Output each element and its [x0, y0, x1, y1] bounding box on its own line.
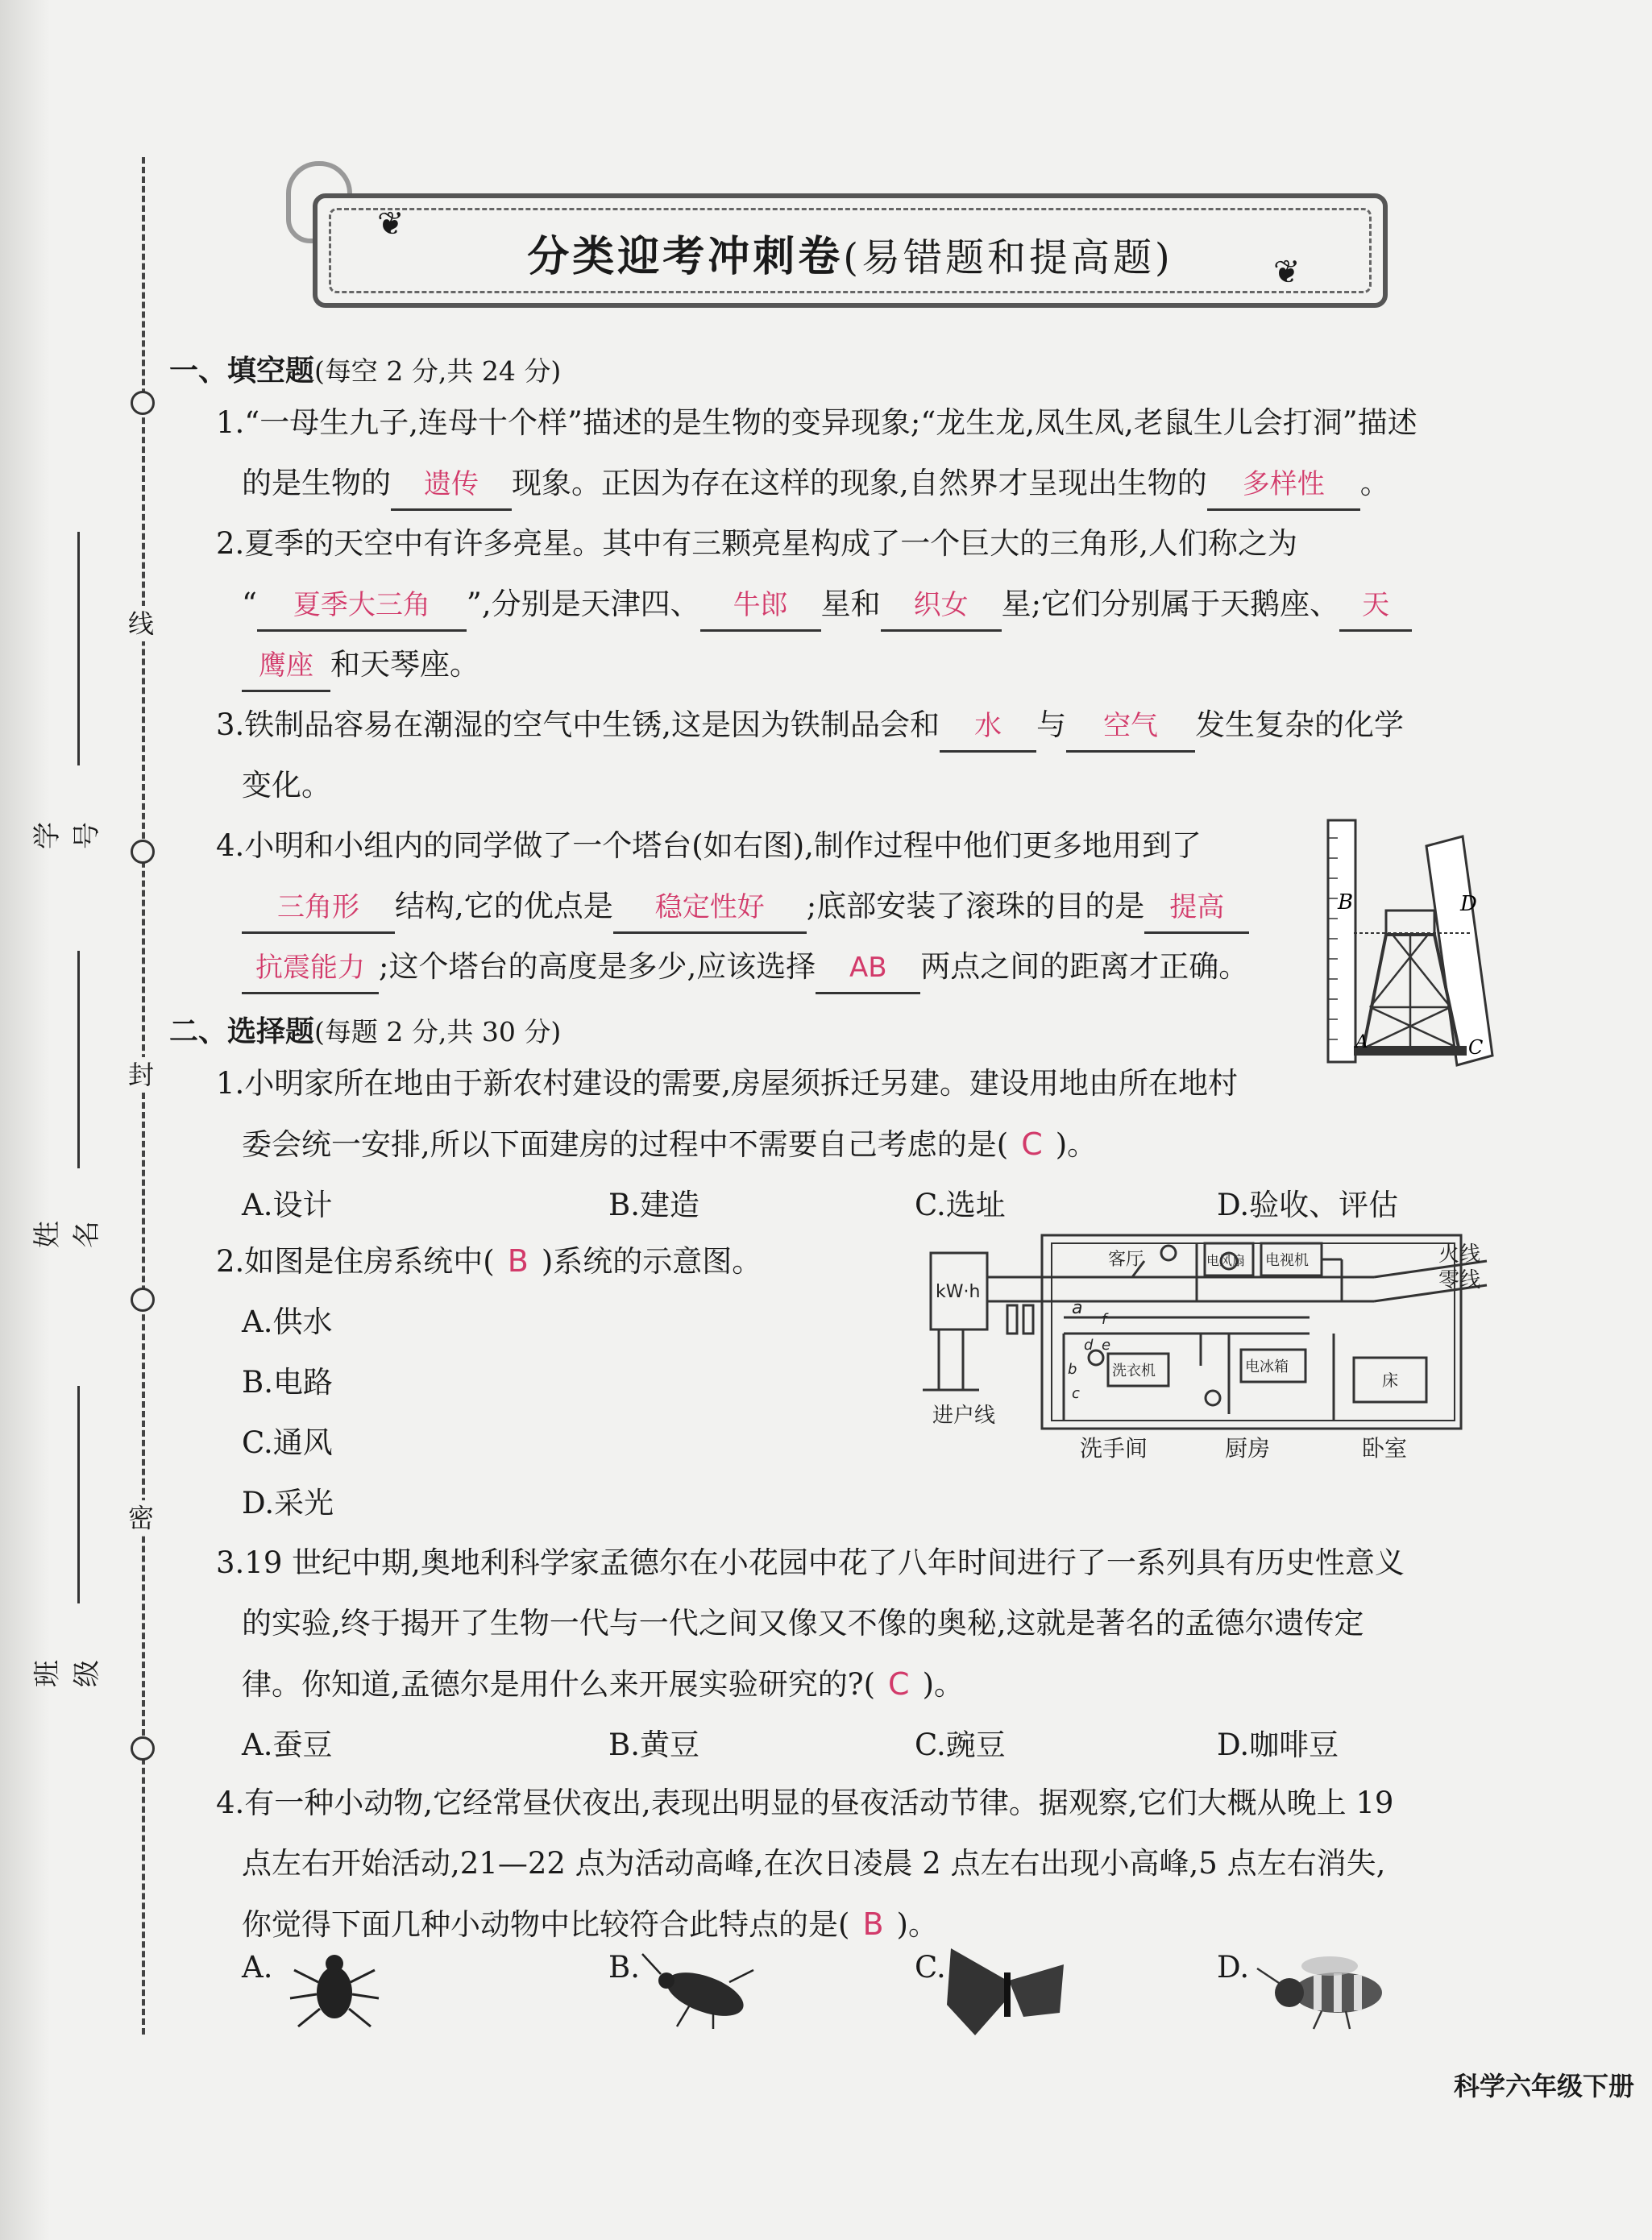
fan-label: 电风扇 [1206, 1253, 1246, 1268]
answer-blank: 水 [940, 702, 1036, 753]
butterfly-icon: ❦ [377, 205, 405, 243]
house-outline [1042, 1235, 1461, 1429]
section-points: (每空 2 分,共 24 分) [314, 355, 562, 387]
option-c: C.选址 [915, 1188, 1006, 1222]
text: )。 [1055, 1127, 1098, 1162]
answer-blank: 提高 [1144, 883, 1249, 934]
xingming-line [77, 951, 80, 1168]
xingming-label: 姓名 [31, 1221, 103, 1248]
option-d: D.咖啡豆 [1217, 1728, 1339, 1762]
banji-line [77, 1386, 80, 1603]
living-room-label: 客厅 [1108, 1250, 1144, 1270]
beetle-icon [278, 1946, 391, 2035]
q1-line1: 1.“一母生九子,连母十个样”描述的是生物的变异现象;“龙生龙,凤生凤,老鼠生儿会打洞”描述 [216, 405, 1417, 440]
fridge-label: 电冰箱 [1245, 1359, 1289, 1375]
mc4-line1: 4.有一种小动物,它经常昼伏夜出,表现出明显的昼夜活动节律。据观察,它们大概从晚上 19 [216, 1786, 1394, 1820]
kitchen-label: 厨房 [1225, 1435, 1271, 1462]
option-c: C. [915, 1950, 946, 1985]
tower-top [1386, 911, 1434, 935]
q2-line2 [242, 580, 1412, 632]
answer-choice: C [888, 1666, 910, 1702]
binding-ring [131, 1288, 155, 1312]
answer-choice: B [862, 1906, 884, 1942]
option-d: D.验收、评估 [1217, 1188, 1399, 1222]
title-main: 分类迎考冲刺卷 [527, 232, 844, 281]
q4-line2 [242, 882, 1249, 934]
incoming-line-label: 进户线 [932, 1404, 996, 1428]
label-b: B [1338, 890, 1354, 915]
option-b: B.建造 [608, 1188, 699, 1222]
mc4-line2: 点左右开始活动,21—22 点为活动高峰,在次日凌晨 2 点左右出现小高峰,5 点左右消失, [242, 1846, 1386, 1881]
binding-ring [131, 840, 155, 864]
answer-blank: 稳定性好 [613, 883, 807, 934]
mc1-line2 [242, 1120, 1097, 1169]
label-d: D [1460, 892, 1477, 916]
text: ;这个塔台的高度是多少,应该选择 [379, 949, 816, 984]
point-d: d [1084, 1337, 1094, 1354]
fire-wire-label: 火线 [1438, 1242, 1481, 1267]
option-a: A. [242, 1950, 273, 1985]
mc1-line1: 1.小明家所在地由于新农村建设的需要,房屋须拆迁另建。建设用地由所在地村 [216, 1066, 1239, 1101]
binding-ring [131, 1736, 155, 1761]
answer-blank: AB [816, 944, 920, 994]
q2-line3 [242, 641, 479, 692]
text: 结构,它的优点是 [395, 889, 613, 923]
butterfly-icon: ❦ [1273, 254, 1301, 291]
answer-choice: B [507, 1243, 529, 1279]
point-a: a [1072, 1298, 1083, 1318]
tv-label: 电视机 [1265, 1252, 1309, 1269]
option-a: A.设计 [242, 1188, 333, 1222]
text: 星和 [820, 587, 881, 621]
option-a: A.供水 [242, 1305, 333, 1339]
text: 。 [1359, 466, 1390, 500]
ruler-left [1328, 820, 1355, 1062]
text: ;底部安装了滚珠的目的是 [806, 889, 1145, 923]
section-label: 二、选择题 [169, 1014, 315, 1048]
option-b: B.电路 [242, 1365, 333, 1400]
option-a: A.蚕豆 [242, 1728, 333, 1762]
answer-blank: 多样性 [1207, 460, 1360, 511]
point-b: b [1068, 1361, 1077, 1378]
bee-icon [1249, 1948, 1402, 2037]
mc3-line1: 3.19 世纪中期,奥地利科学家孟德尔在小花园中花了八年时间进行了一系列具有历史性意义 [216, 1545, 1405, 1580]
tower-figure [1322, 814, 1507, 1072]
q2-line1: 2.夏季的天空中有许多亮星。其中有三颗亮星构成了一个巨大的三角形,人们称之为 [216, 526, 1298, 561]
neutral-wire-label: 零线 [1438, 1268, 1481, 1292]
mc3-line3 [242, 1660, 964, 1709]
text: 星;它们分别属于天鹅座、 [1001, 587, 1340, 621]
xuehao-label: 学号 [31, 822, 103, 849]
bed-label: 床 [1382, 1371, 1398, 1390]
label-a: A [1355, 1032, 1368, 1052]
answer-blank: 天 [1339, 581, 1412, 632]
answer-blank: 空气 [1066, 702, 1195, 753]
answer-blank: 夏季大三角 [257, 581, 467, 632]
text: 你觉得下面几种小动物中比较符合此特点的是( [242, 1907, 850, 1942]
text: 与 [1036, 707, 1067, 742]
text: 的是生物的 [242, 466, 391, 500]
page-title [318, 222, 1383, 283]
q4-line1: 4.小明和小组内的同学做了一个塔台(如右图),制作过程中他们更多地用到了 [216, 828, 1202, 863]
answer-blank: 三角形 [242, 883, 395, 934]
text: 和天琴座。 [330, 647, 479, 682]
option-b: B. [608, 1950, 640, 1985]
option-c: C.通风 [242, 1425, 333, 1460]
answer-choice: C [1021, 1126, 1043, 1162]
title-sub: (易错题和提高题) [843, 235, 1173, 280]
text: 2.如图是住房系统中( [216, 1244, 495, 1279]
text: ”,分别是天津四、 [466, 587, 700, 621]
washer-label: 洗衣机 [1112, 1363, 1156, 1379]
seal-char-xian: 线 [125, 606, 157, 641]
xuehao-line [77, 532, 80, 765]
page-edge [0, 0, 50, 2240]
tower-base-rollers [1354, 1046, 1467, 1056]
q3-line2: 变化。 [242, 768, 331, 803]
answer-blank: 遗传 [391, 460, 512, 511]
text: “ [242, 587, 257, 621]
section-heading-choice [169, 1009, 561, 1050]
section-label: 一、填空题 [169, 354, 315, 388]
moth-icon [943, 1940, 1072, 2041]
text: )系统的示意图。 [541, 1244, 762, 1279]
option-b: B.黄豆 [608, 1728, 699, 1762]
cockroach-icon [641, 1950, 762, 2031]
binding-ring [131, 391, 155, 415]
section-points: (每题 2 分,共 30 分) [314, 1016, 562, 1047]
answer-blank: 牛郎 [700, 581, 821, 632]
text: 两点之间的距离才正确。 [920, 949, 1249, 984]
mc4-line3 [242, 1900, 938, 1949]
text: )。 [922, 1667, 965, 1702]
text: 3.铁制品容易在潮湿的空气中生锈,这是因为铁制品会和 [216, 707, 940, 742]
seal-char-mi: 密 [125, 1500, 157, 1536]
bathroom-label: 洗手间 [1080, 1435, 1148, 1462]
banji-label: 班级 [31, 1660, 103, 1687]
text: 委会统一安排,所以下面建房的过程中不需要自己考虑的是( [242, 1127, 1009, 1162]
answer-blank: 织女 [881, 581, 1002, 632]
label-c: C [1468, 1036, 1484, 1059]
text: 律。你知道,孟德尔是用什么来开展实验研究的?( [242, 1667, 876, 1702]
answer-blank: 鹰座 [242, 641, 330, 692]
option-d: D. [1217, 1950, 1250, 1985]
seal-char-feng: 封 [125, 1057, 157, 1093]
point-f: f [1102, 1311, 1107, 1328]
footer-book-title: 科学六年级下册 [1453, 2071, 1634, 2101]
section-heading-fill [169, 348, 561, 389]
meter-label: kW·h [936, 1282, 981, 1302]
q3-line1 [216, 701, 1404, 753]
point-e: e [1102, 1337, 1111, 1354]
house-circuit-diagram [923, 1229, 1503, 1471]
bedroom-label: 卧室 [1362, 1435, 1408, 1462]
q1-line2 [242, 459, 1390, 511]
point-c: c [1072, 1385, 1080, 1402]
mc2-line1 [216, 1237, 762, 1286]
title-banner [313, 193, 1388, 308]
answer-blank: 抗震能力 [242, 944, 379, 994]
q4-line3 [242, 943, 1248, 994]
option-d: D.采光 [242, 1486, 334, 1520]
text: )。 [896, 1907, 938, 1942]
text: 现象。正因为存在这样的现象,自然界才呈现出生物的 [512, 466, 1207, 500]
option-c: C.豌豆 [915, 1728, 1006, 1762]
mc3-line2: 的实验,终于揭开了生物一代与一代之间又像又不像的奥秘,这就是著名的孟德尔遗传定 [242, 1606, 1364, 1641]
text: 发生复杂的化学 [1195, 707, 1405, 742]
